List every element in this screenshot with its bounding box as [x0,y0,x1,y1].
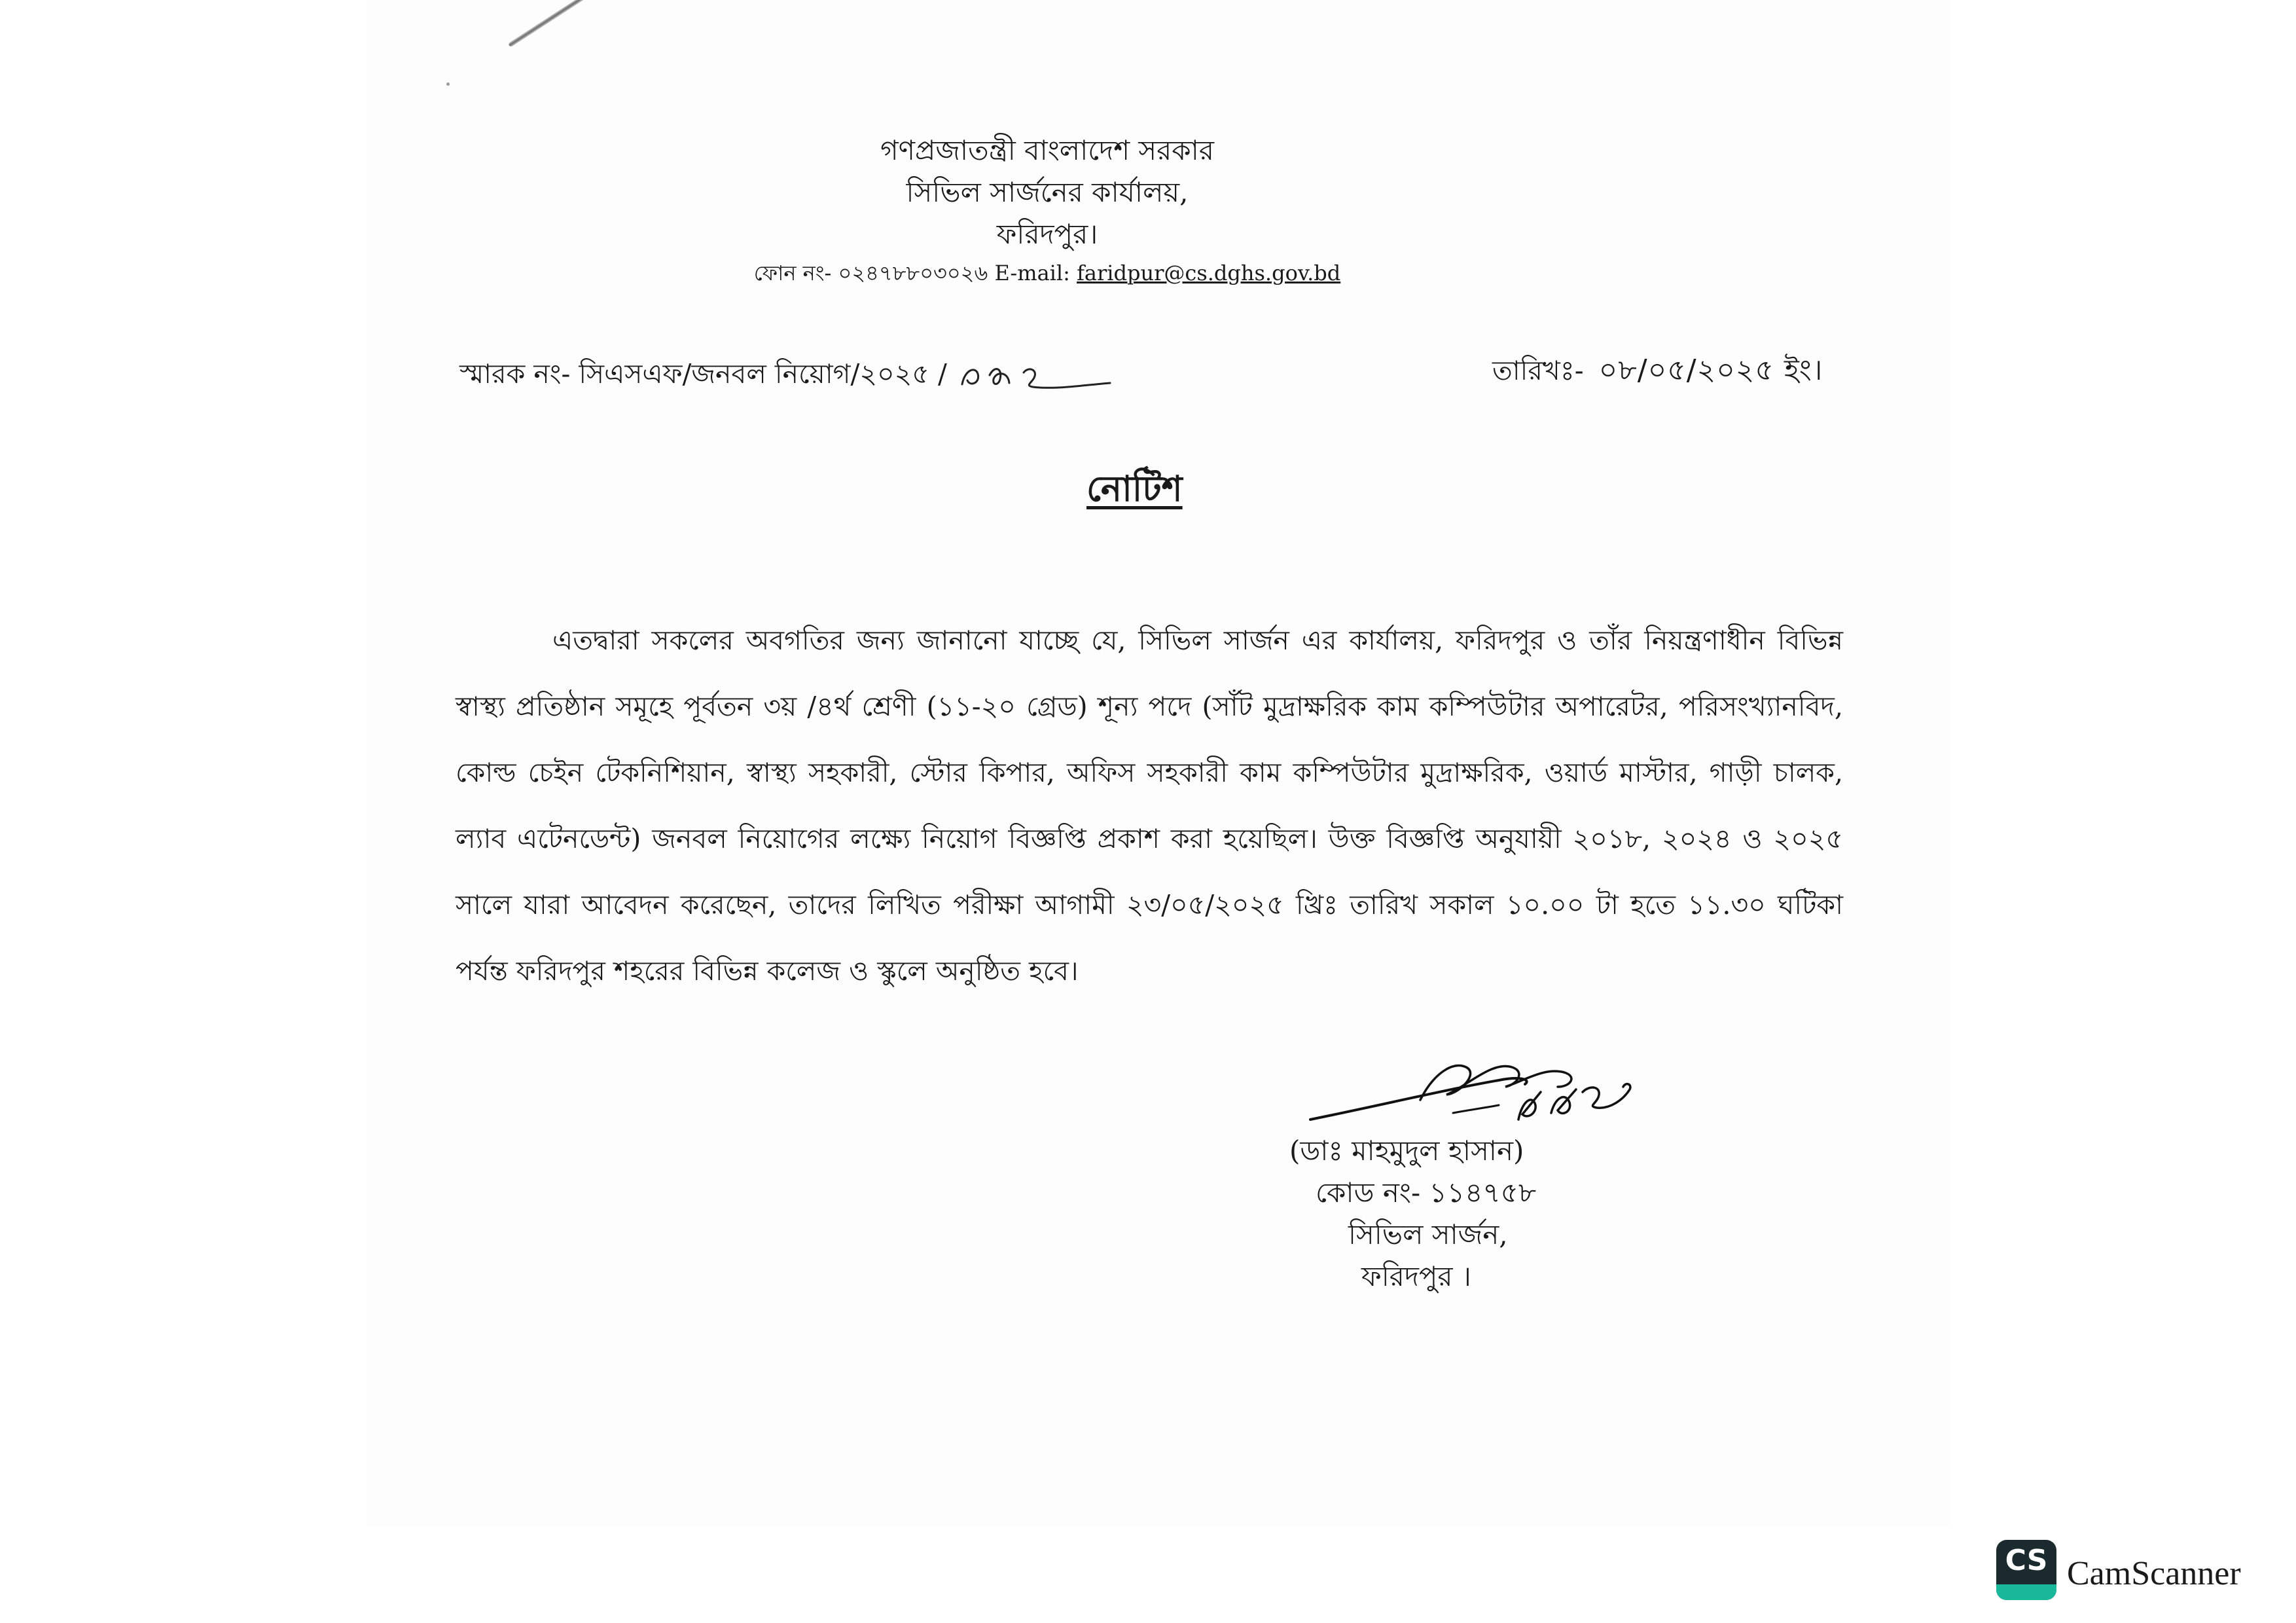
phone-number: ফোন নং- ০২৪৭৮৮০৩০২৬ [753,261,988,285]
signatory-code: কোড নং- ১১৪৭৫৮ [1316,1176,1537,1209]
date-label: তারিখঃ- [1492,355,1584,386]
signatory-title: সিভিল সার্জন, [1348,1218,1508,1250]
signatory-place: ফরিদপুর । [1361,1260,1471,1292]
date-line [1492,348,1823,396]
office-name: সিভিল সার্জনের কার্যালয়, [906,176,1189,208]
email-label: E-mail: [994,261,1070,285]
signatory-name: (ডাঃ মাহমুদুল হাসান) [1289,1135,1524,1167]
contact-line [720,257,1374,289]
letterhead [720,130,1374,289]
memo-number [459,354,1119,399]
pin-hole [446,82,450,86]
email-address: faridpur@cs.dghs.gov.bd [1077,261,1341,285]
office-location: ফরিদপুর। [996,218,1098,250]
camscanner-logo-icon [1996,1540,2056,1600]
government-name: গণপ্রজাতন্ত্রী বাংলাদেশ সরকার [880,134,1214,166]
camscanner-logo-text: CS [2005,1544,2048,1577]
date-value: ০৮/০৫/২০২৫ ইং। [1598,354,1823,387]
notice-body: এতদ্বারা সকলের অবগতির জন্য জানানো যাচ্ছে যে, সিভিল সার্জন এর কার্যালয়, ফরিদপুর ও তাঁর নিয়ন্ত্রণাধীন বিভিন্ন স্বাস্থ্য প্রতিষ্ঠান সমূহে পূর্বতন ৩য় /৪র্থ শ্রেণী (১১-২০ গ্রেড) শূন্য পদে (সাঁট মুদ্রাক্ষরিক কাম কম্পিউটার অপারেটর, পরিসংখ্যানবিদ, কোল্ড চেইন টেকনিশিয়ান, স্বাস্থ্য সহকারী, স্টোর কিপার, অফিস সহকারী কাম কম্পিউটার মুদ্রাক্ষরিক, ওয়ার্ড মাস্টার, গাড়ী চালক, ল্যাব এটেনডেন্ট) জনবল নিয়োগের লক্ষ্যে নিয়োগ বিজ্ঞপ্তি প্রকাশ করা হয়েছিল। উক্ত বিজ্ঞপ্তি অনুযায়ী ২০১৮, ২০২৪ ও ২০২৫ সালে যারা আবেদন করেছেন, তাদের লিখিত পরীক্ষা আগামী ২৩/০৫/২০২৫ খ্রিঃ তারিখ সকাল ১০.০০ টা হতে ১১.৩০ ঘটিকা পর্যন্ত ফরিদপুর শহরের বিভিন্ন কলেজ ও স্কুলে অনুষ্ঠিত হবে। [456,625,1843,987]
notice-title: নোটিশ [1086,467,1183,509]
signature [1302,1021,1669,1139]
handwritten-memo-number [956,357,1119,396]
camscanner-name: CamScanner [2067,1555,2241,1592]
signatory-block [1276,1130,1604,1298]
camscanner-logo-bar [1996,1584,2056,1600]
memo-text: স্মারক নং- সিএসএফ/জনবল নিয়োগ/২০২৫ / [459,358,947,390]
